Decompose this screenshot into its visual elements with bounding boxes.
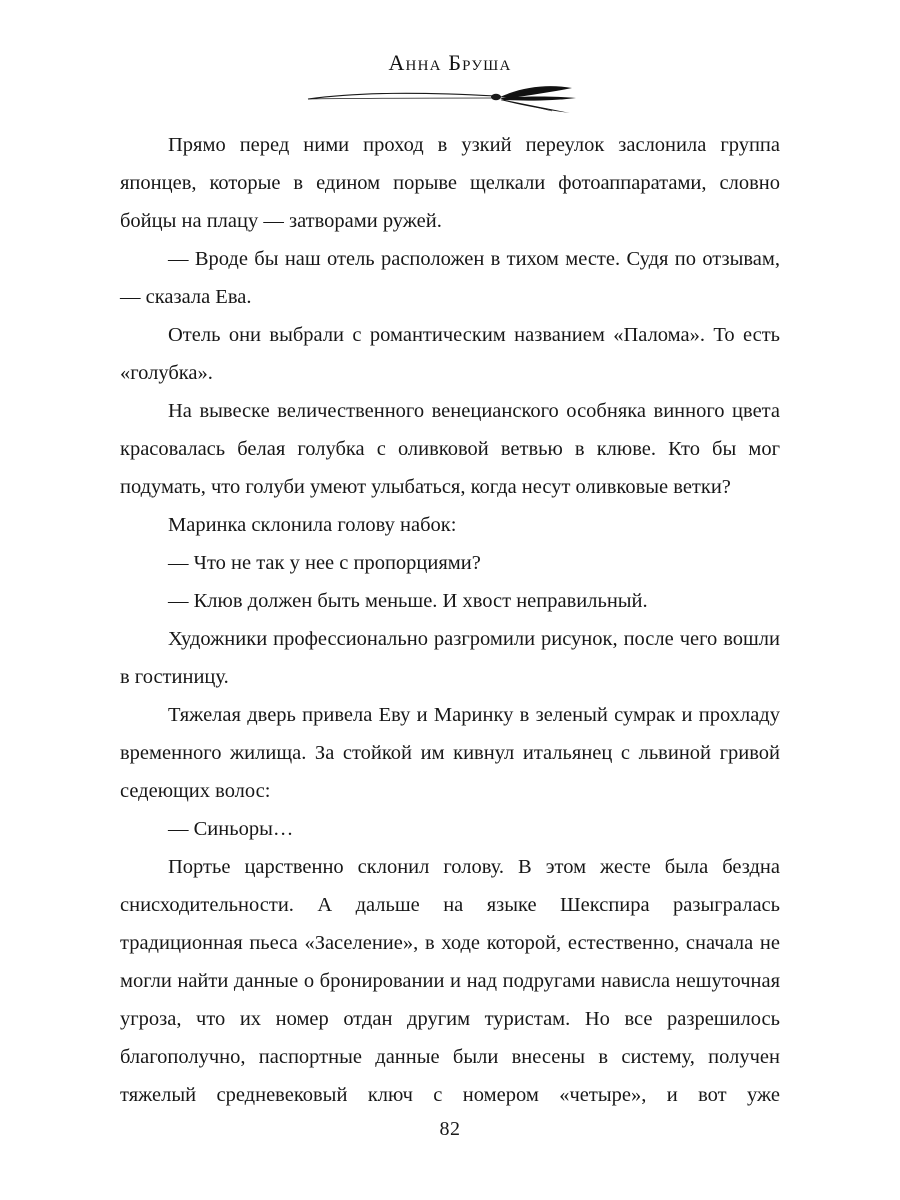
paragraph: Художники профессионально разгромили рисунок, после чего вошли в гостиницу.: [120, 628, 780, 688]
page-body: [120, 126, 780, 1114]
broom-divider-icon: [0, 82, 900, 116]
paragraph: — Вроде бы наш отель расположен в тихом месте. Судя по отзывам, — сказала Ева.: [120, 248, 780, 308]
paragraph: На вывеске величественного венецианского особняка винного цвета красовалась белая голубка с оливковой ветвью в клюве. Кто бы мог подумать, что голуби умеют улыбаться, когда несут оливковые ветки?: [120, 400, 780, 498]
paragraph: — Синьоры…: [168, 818, 294, 840]
paragraph: Маринка склонила голову набок:: [168, 514, 457, 536]
paragraph: — Что не так у нее с пропорциями?: [168, 552, 481, 574]
running-head: [0, 52, 900, 75]
paragraph: Тяжелая дверь привела Еву и Маринку в зеленый сумрак и прохладу временного жилища. За стойкой им кивнул итальянец с львиной гривой седеющих волос:: [120, 704, 780, 802]
paragraph: Прямо перед ними проход в узкий переулок заслонила группа японцев, которые в едином порыве щелкали фотоаппаратами, словно бойцы на плацу — затворами ружей.: [120, 134, 780, 232]
paragraph: Портье царственно склонил голову. В этом жесте была бездна снисходительности. А дальше на языке Шекспира разыгралась традиционная пьеса «Заселение», в ходе которой, естественно, сначала не могли найти данные о бронировании и над подругами нависла нешуточная угроза, что их номер отдан другим туристам. Но все разрешилось благополучно, паспортные данные были внесены в систему, получен тяжелый средневековый ключ с номером «четыре», и вот уже: [120, 856, 780, 1106]
paragraph: — Клюв должен быть меньше. И хвост неправильный.: [168, 590, 648, 612]
page-number: 82: [439, 1118, 461, 1140]
running-head-title: Анна Бруша: [388, 50, 512, 75]
paragraph: Отель они выбрали с романтическим названием «Палома». То есть «голубка».: [120, 324, 780, 384]
